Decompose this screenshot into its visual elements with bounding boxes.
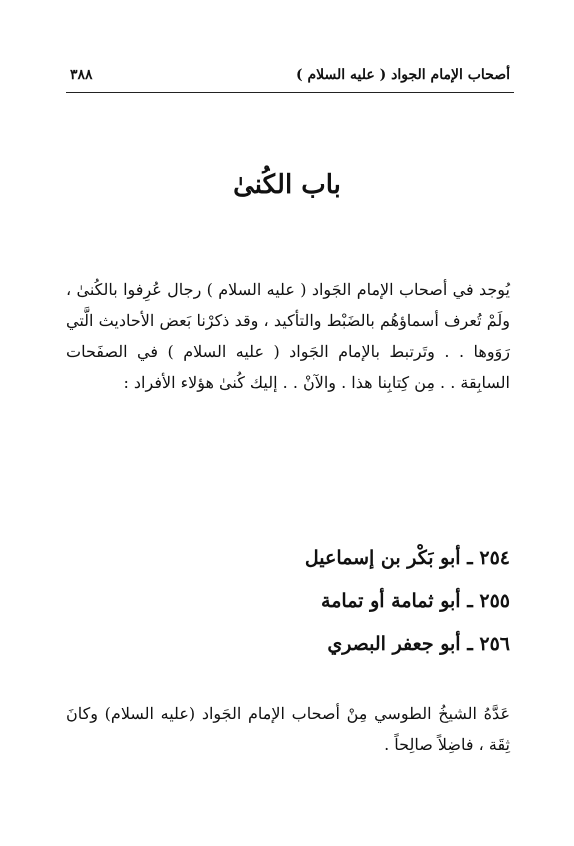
header-rule (66, 92, 514, 93)
entry-list (66, 537, 510, 666)
running-title: أصحاب الإمام الجواد ( عليه السلام ) (296, 67, 510, 83)
intro-paragraph: يُوجد في أصحاب الإمام الجَواد ( عليه السلام ) رجال عُرِفوا بالكُنىٰ ، ولَمْ تُعرف أسماؤهُم بالضَبْط والتأكيد ، وقد ذكرْنا بَعض الأحاديث الَّتي رَوَوها . . وتَرتبط بالإمام الجَواد ( عليه السلام ) في الصفَحات السابِقة . . مِن كِتابِنا هذا . والآنْ . . إليك كُنىٰ هؤلاء الأفراد : (66, 280, 510, 392)
entry-heading: ٢٥٤ ـ أبو بَكْر بن إسماعيل (304, 547, 510, 569)
entry-heading: ٢٥٦ ـ أبو جعفر البصري (327, 633, 510, 655)
entry-note: عَدَّهُ الشيخُ الطوسي مِنْ أصحاب الإمام الجَواد (عليه السلام) وكانَ ثِقَة ، فاضِلاً صالِحاً . (66, 704, 510, 754)
entry-heading: ٢٥٥ ـ أبو ثمامة أو تمامة (321, 590, 510, 612)
page-number: ٣٨٨ (70, 67, 93, 83)
chapter-title: باب الكُنىٰ (233, 170, 341, 200)
page-header (70, 60, 510, 90)
